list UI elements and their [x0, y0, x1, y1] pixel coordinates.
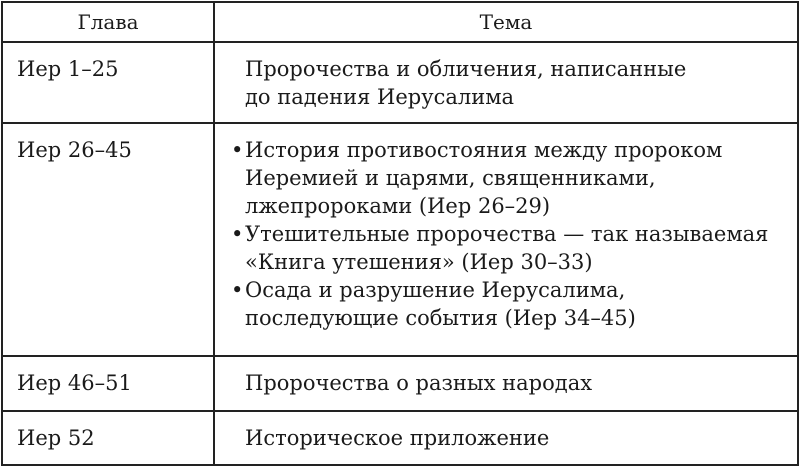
- topic-line: • История противостояния между пророком: [245, 138, 723, 162]
- topic-line: до падения Иерусалима: [245, 85, 515, 109]
- topic-line: • Осада и разрушение Иерусалима,: [245, 278, 626, 302]
- table-row: [2, 411, 798, 465]
- table-row: [2, 123, 798, 356]
- topic-cell: [214, 356, 798, 411]
- topic-cell: [214, 411, 798, 465]
- topic-bullet-item: [231, 136, 787, 220]
- table-row: [2, 356, 798, 411]
- topic-line: последующие события (Иер 34–45): [245, 306, 636, 330]
- topic-line: Историческое приложение: [245, 426, 550, 450]
- topic-bullet-item: [231, 220, 787, 276]
- chapter-cell: Иер 26–45: [2, 123, 214, 356]
- topic-line: • Утешительные пророчества — так называемая: [245, 222, 769, 246]
- topic-bullet-item: [231, 276, 787, 332]
- chapter-cell: Иер 46–51: [2, 356, 214, 411]
- table-header-row: [2, 2, 798, 42]
- header-chapter: Глава: [2, 2, 214, 42]
- topic-cell: [214, 123, 798, 356]
- table-row: [2, 42, 798, 123]
- topic-line: «Книга утешения» (Иер 30–33): [245, 250, 593, 274]
- chapter-cell: Иер 1–25: [2, 42, 214, 123]
- topic-cell: [214, 42, 798, 123]
- chapters-table: [1, 1, 799, 466]
- topic-line: Пророчества о разных народах: [245, 371, 593, 395]
- topic-bullet-list: [245, 136, 787, 332]
- topic-line: Пророчества и обличения, написанные: [245, 57, 687, 81]
- topic-line: Иеремией и царями, священниками,: [245, 166, 656, 190]
- header-topic: Тема: [214, 2, 798, 42]
- chapter-cell: Иер 52: [2, 411, 214, 465]
- topic-line: лжепророками (Иер 26–29): [245, 194, 551, 218]
